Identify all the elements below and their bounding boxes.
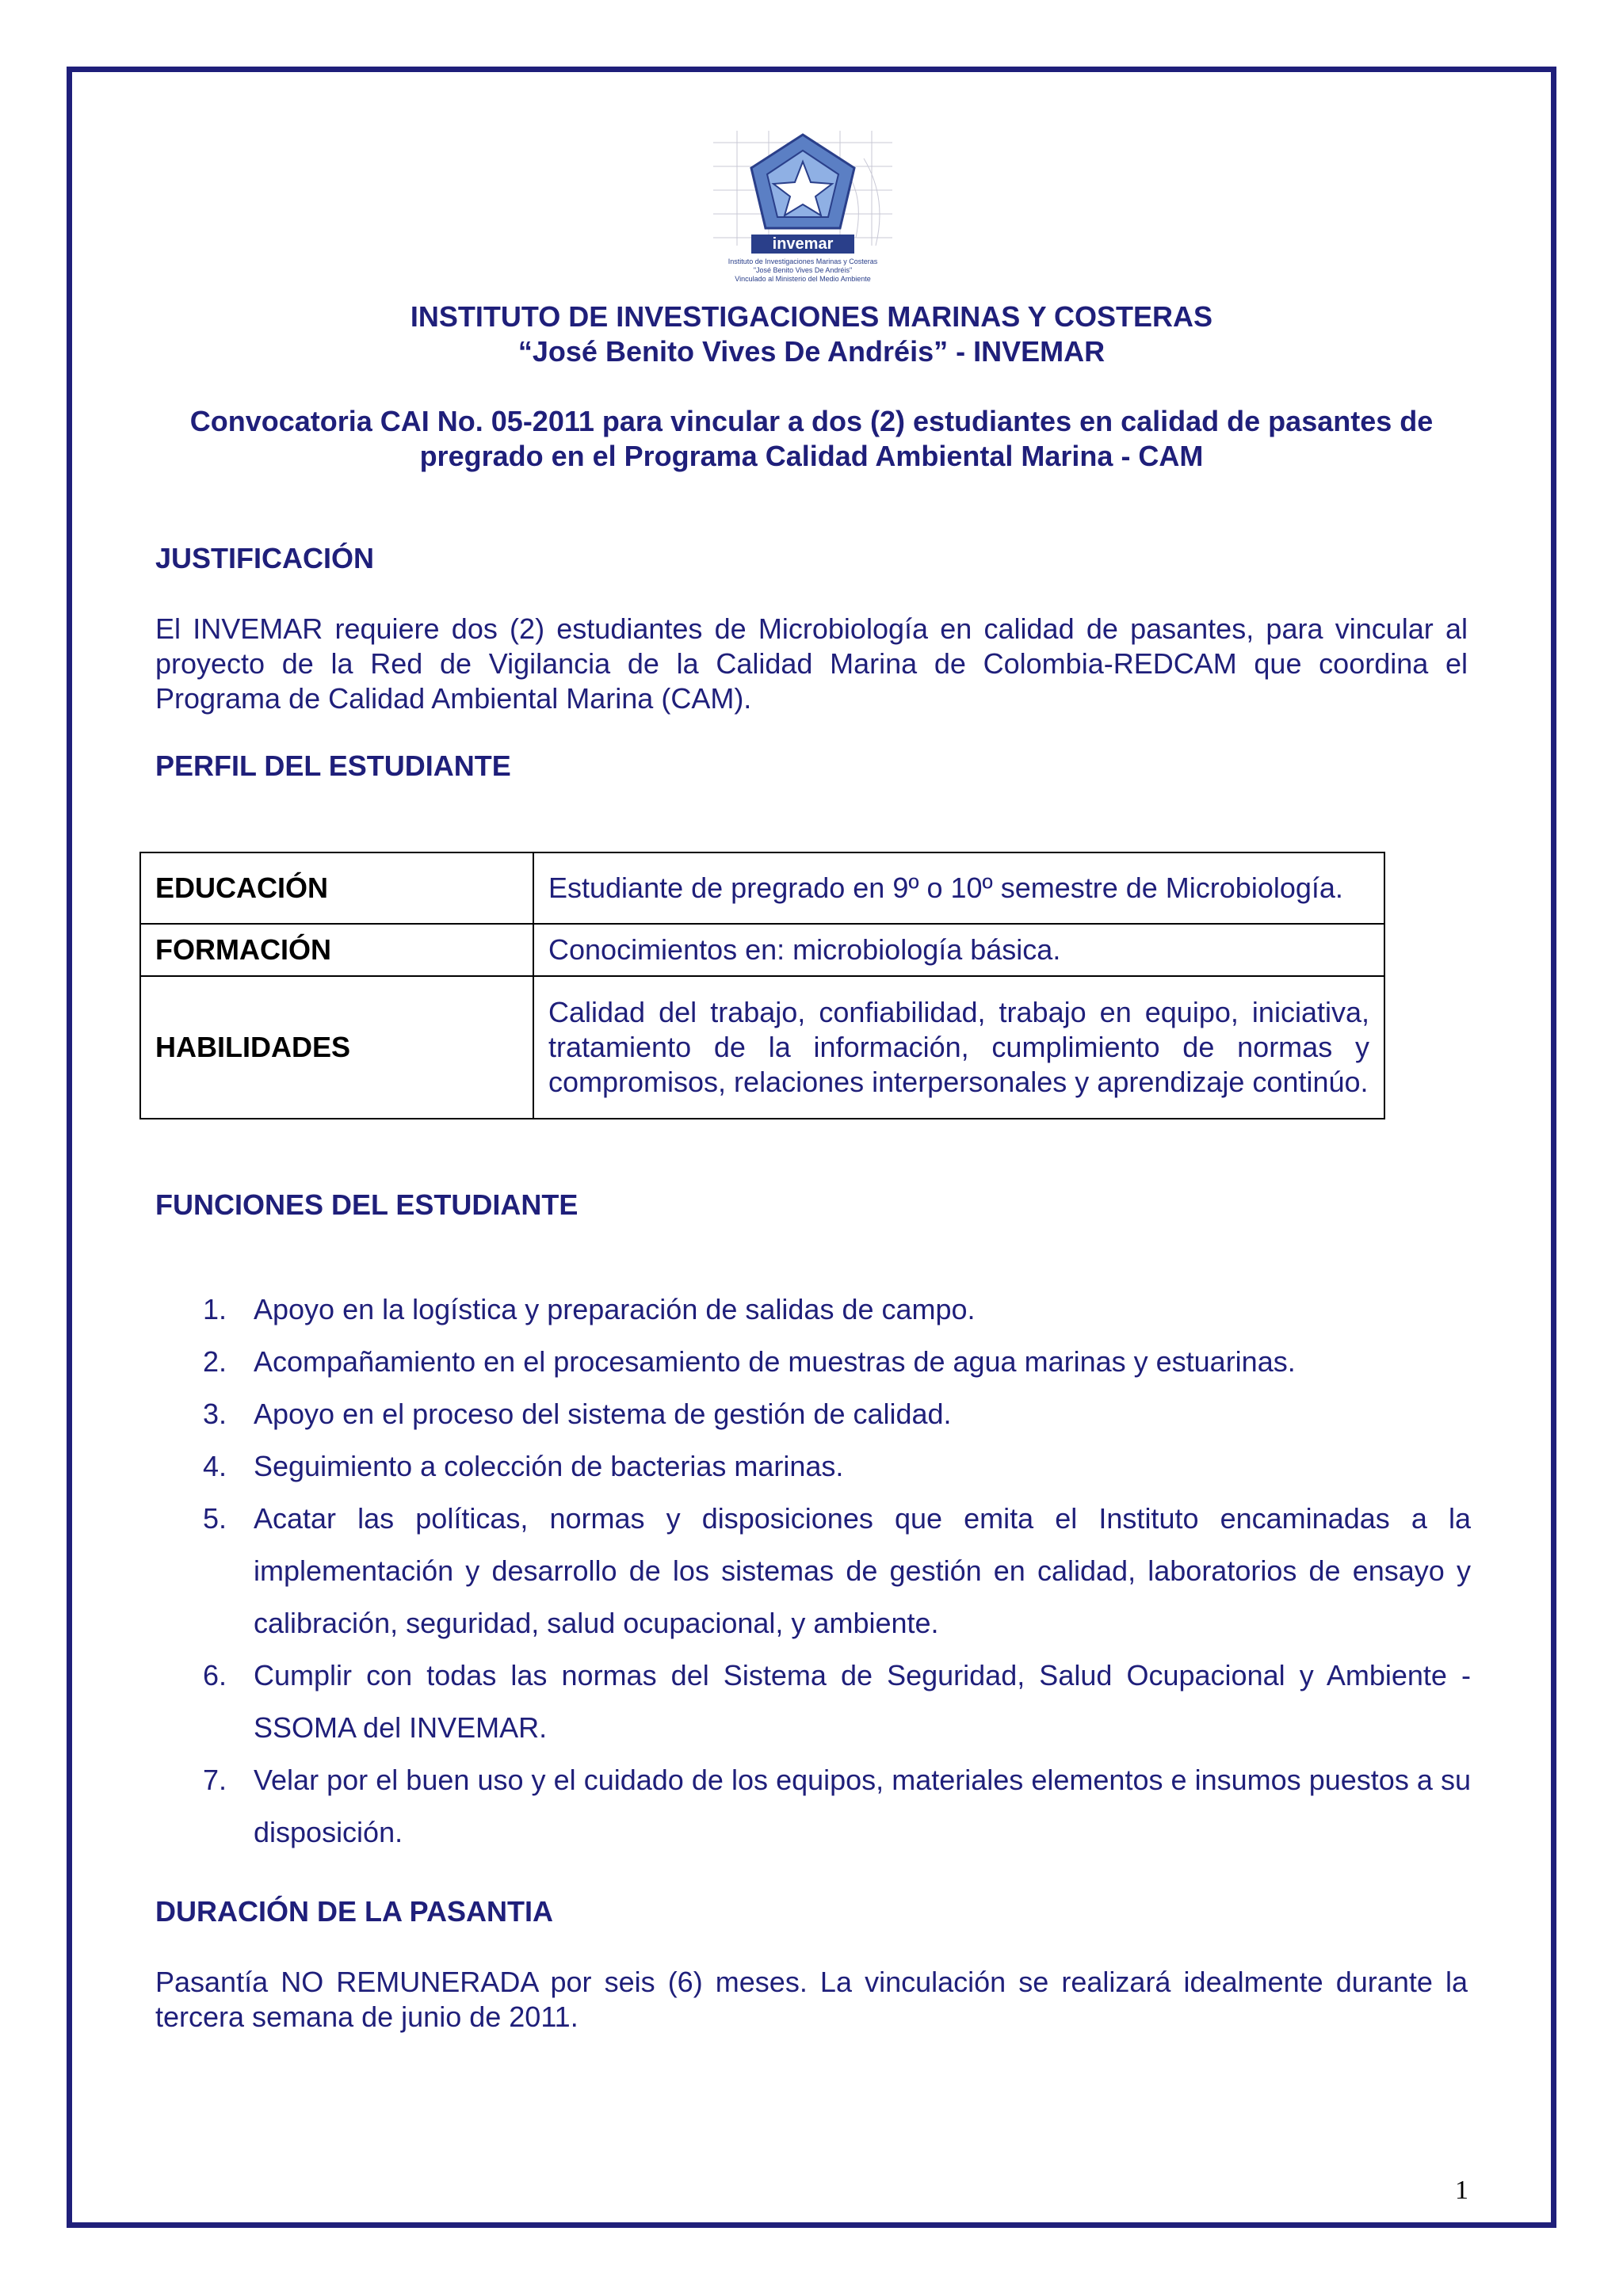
list-item xyxy=(155,1283,1471,1336)
call-title-line2: pregrado en el Programa Calidad Ambiental Marina - CAM xyxy=(419,440,1204,472)
institute-title: INSTITUTO DE INVESTIGACIONES MARINAS Y COSTERAS xyxy=(410,300,1213,333)
list-item-number: 3. xyxy=(203,1398,227,1430)
profile-value: Calidad del trabajo, confiabilidad, trabajo en equipo, iniciativa, tratamiento de la información, cumplimiento de normas y compromisos, relaciones interpersonales y aprendizaje continúo. xyxy=(533,976,1384,1119)
table-row xyxy=(140,924,1384,976)
list-item-text: Seguimiento a colección de bacterias marinas. xyxy=(254,1450,844,1482)
list-item-number: 4. xyxy=(203,1450,227,1482)
profile-heading: PERFIL DEL ESTUDIANTE xyxy=(155,749,511,782)
list-item-text: Acompañamiento en el procesamiento de muestras de agua marinas y estuarinas. xyxy=(254,1345,1296,1378)
profile-label: EDUCACIÓN xyxy=(140,852,533,924)
list-item-text: Cumplir con todas las normas del Sistema de Seguridad, Salud Ocupacional y Ambiente - SSOMA del INVEMAR. xyxy=(254,1659,1471,1744)
list-item-text: Velar por el buen uso y el cuidado de los equipos, materiales elementos e insumos puestos a su disposición. xyxy=(254,1764,1471,1848)
logo-caption-line: Instituto de Investigaciones Marinas y Costeras xyxy=(727,257,878,265)
list-item-text: Apoyo en la logística y preparación de salidas de campo. xyxy=(254,1293,976,1325)
institute-subtitle: “José Benito Vives De Andréis” - INVEMAR xyxy=(517,335,1106,368)
list-item xyxy=(155,1493,1471,1650)
duration-text: Pasantía NO REMUNERADA por seis (6) meses. La vinculación se realizará idealmente durante la tercera semana de junio de 2011. xyxy=(155,1966,1468,2033)
profile-label: FORMACIÓN xyxy=(140,924,533,976)
list-item xyxy=(155,1440,1471,1493)
page-number: 1 xyxy=(1455,2176,1468,2205)
list-item xyxy=(155,1388,1471,1440)
justification-heading: JUSTIFICACIÓN xyxy=(155,542,375,574)
list-item-number: 6. xyxy=(203,1659,227,1691)
logo-caption-line: Vinculado al Ministerio del Medio Ambiente xyxy=(735,275,871,283)
profile-value: Conocimientos en: microbiología básica. xyxy=(533,924,1384,976)
table-row xyxy=(140,852,1384,924)
profile-value: Estudiante de pregrado en 9º o 10º semestre de Microbiología. xyxy=(533,852,1384,924)
list-item-number: 1. xyxy=(203,1293,227,1325)
list-item-text: Apoyo en el proceso del sistema de gestión de calidad. xyxy=(254,1398,952,1430)
list-item xyxy=(155,1336,1471,1388)
list-item-number: 7. xyxy=(203,1764,227,1796)
list-item-text: Acatar las políticas, normas y disposiciones que emita el Instituto encaminadas a la implementación y desarrollo de los sistemas de gestión en calidad, laboratorios de ensayo y calibración, seguridad, salud ocupacional, y ambiente. xyxy=(254,1502,1471,1639)
list-item xyxy=(155,1754,1471,1859)
profile-label: HABILIDADES xyxy=(140,976,533,1119)
functions-list xyxy=(155,1283,1471,1859)
profile-table xyxy=(139,852,1385,1119)
list-item-number: 2. xyxy=(203,1345,227,1378)
logo-wordmark: invemar xyxy=(772,235,834,253)
logo-caption-line: "José Benito Vives De Andréis" xyxy=(753,266,853,274)
list-item-number: 5. xyxy=(203,1502,227,1535)
duration-heading: DURACIÓN DE LA PASANTIA xyxy=(155,1895,553,1928)
invemar-logo-icon xyxy=(705,127,900,290)
table-row xyxy=(140,976,1384,1119)
call-title-line1: Convocatoria CAI No. 05-2011 para vincular a dos (2) estudiantes en calidad de pasantes de xyxy=(189,405,1434,437)
list-item xyxy=(155,1650,1471,1754)
functions-heading: FUNCIONES DEL ESTUDIANTE xyxy=(155,1188,579,1221)
justification-text: El INVEMAR requiere dos (2) estudiantes de Microbiología en calidad de pasantes, para vincular al proyecto de la Red de Vigilancia de la Calidad Marina de Colombia-REDCAM que coordina el Programa de Calidad Ambiental Marina (CAM). xyxy=(155,612,1468,715)
